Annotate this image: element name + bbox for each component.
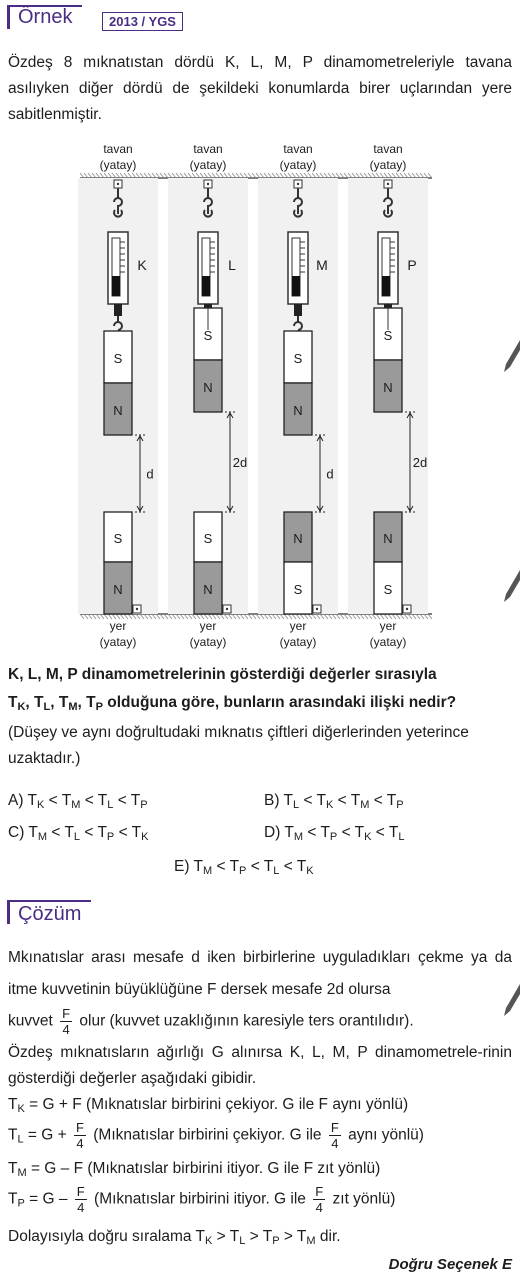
floor-sub-label: (yatay): [189, 635, 227, 649]
dynamometer-indicator: [202, 276, 210, 296]
ceiling-sub-label: (yatay): [369, 158, 407, 172]
pencil-icon: [502, 338, 520, 376]
equation-tk: $T_K = G + F$ (Mıknatıslar birbirini çekiyor. G ile F aynı yönlü): [8, 1096, 409, 1115]
dynamometer-rod: [294, 304, 302, 316]
example-header-bar: [7, 5, 10, 29]
option-d[interactable]: D) $T_M < T_P < T_K < T_L$: [264, 824, 405, 843]
fraction-f-over-4: $\frac{F}{4}$: [330, 1120, 339, 1151]
equation-tl: $T_L = G$ + $\frac{F}{4}$ (Mıknatıslar birbirini çekiyor. G ile $\frac{F}{4}$ aynı yönlü): [8, 1120, 424, 1151]
pole-label: S: [383, 582, 393, 597]
floor-mount-dot: [406, 608, 408, 610]
ceiling-label: tavan: [373, 142, 403, 156]
dynamometer-label: M: [316, 257, 328, 273]
gap-label: 2d: [412, 455, 428, 470]
pole-label: N: [203, 380, 213, 395]
solution-title: Çözüm: [18, 903, 82, 925]
dynamometer-indicator: [292, 276, 300, 296]
pole-label: N: [113, 403, 123, 418]
dynamometer-label: L: [228, 257, 236, 273]
gap-label: 2d: [232, 455, 248, 470]
pole-label: S: [113, 351, 123, 366]
gap-label: d: [146, 466, 154, 482]
solution-kuvvet-line: kuvvet $\frac{F}{4}$ olur (kuvvet uzaklığının karesiyle ters orantılıdır).: [8, 1006, 414, 1037]
fraction-f-over-4: $\frac{F}{4}$: [76, 1184, 85, 1215]
ceiling-label: tavan: [103, 142, 133, 156]
t-p: $T_P$: [86, 694, 103, 713]
pole-label: N: [203, 582, 213, 597]
fraction-f-over-4: $\frac{F}{4}$: [62, 1006, 71, 1037]
pole-label: S: [203, 328, 213, 343]
solution-paragraph-1: Mkınatıslar arası mesafe d iken birbirlerine uyguladıkları çekme ya da itme kuvvetinin büyüklüğüne F dersek mesafe 2d olursa: [8, 949, 512, 998]
floor-mount-dot: [226, 608, 228, 610]
question-note: (Düşey ve aynı doğrultudaki mıknatıs çiftleri diğerlerinden yeterince uzaktadır.): [8, 724, 469, 767]
dynamometer-indicator: [382, 276, 390, 296]
ceiling-label: tavan: [193, 142, 223, 156]
floor-label: yer: [199, 619, 217, 633]
solution-header-line: [7, 900, 91, 902]
fraction-f-over-4: $\frac{F}{4}$: [315, 1184, 324, 1215]
pole-label: S: [383, 328, 393, 343]
option-c[interactable]: C) $T_M < T_L < T_P < T_K$: [8, 824, 149, 843]
ceiling-sub-label: (yatay): [189, 158, 227, 172]
pole-label: S: [293, 582, 303, 597]
t-k: $T_K$: [8, 694, 26, 713]
pencil-icon: [502, 982, 520, 1020]
pole-label: S: [113, 531, 123, 546]
floor-sub-label: (yatay): [369, 635, 407, 649]
dynamometer-label: K: [137, 257, 147, 273]
pole-label: N: [293, 531, 303, 546]
equation-tm: $T_M = G - F$ (Mıknatıslar birbirini itiyor. G ile F zıt yönlü): [8, 1160, 381, 1179]
solution-paragraph-2: Özdeş mıknatısların ağırlığı G alınırsa K, L, M, P dinamometrele-rinin gösterdiği değerler aşağıdaki gibidir.: [8, 1044, 512, 1087]
pole-label: N: [383, 380, 393, 395]
pole-label: S: [203, 531, 213, 546]
option-a[interactable]: A) $T_K < T_M < T_L < T_P$: [8, 792, 148, 811]
pole-label: S: [293, 351, 303, 366]
t-l: $T_L$: [34, 694, 51, 713]
example-title: Örnek: [18, 6, 73, 28]
floor-label: yer: [109, 619, 127, 633]
floor-sub-label: (yatay): [99, 635, 137, 649]
mount-dot: [117, 183, 119, 185]
conclusion-line: Dolayısıyla doğru sıralama $T_K > T_L > T_P > T_M$ dir.: [8, 1228, 341, 1247]
floor-mount-dot: [136, 608, 138, 610]
floor-mount-dot: [316, 608, 318, 610]
dynamometer-rod: [114, 304, 122, 316]
ceiling-label: tavan: [283, 142, 313, 156]
pencil-icon: [502, 568, 520, 606]
floor-label: yer: [289, 619, 307, 633]
mount-dot: [387, 183, 389, 185]
equation-tp: $T_P = G$ – $\frac{F}{4}$ (Mıknatıslar birbirini itiyor. G ile $\frac{F}{4}$ zıt yönlü): [8, 1184, 396, 1215]
magnet-figure: [0, 138, 520, 658]
pole-label: N: [293, 403, 303, 418]
question-line-2: $T_K$, $T_L$, $T_M$, $T_P$ olduğuna göre, bunların arasındaki ilişki nedir?: [8, 694, 457, 713]
exam-tag: 2013 / YGS: [102, 12, 183, 31]
ceiling-sub-label: (yatay): [99, 158, 137, 172]
fraction-f-over-4: $\frac{F}{4}$: [76, 1120, 84, 1151]
correct-answer: Doğru Seçenek E: [388, 1256, 512, 1273]
t-m: $T_M$: [58, 694, 78, 713]
problem-text: Özdeş 8 mıknatıstan dördü K, L, M, P dinamometreleriyle tavana asılıyken diğer dördü de şekildeki konumlarda birer uçlarından yere sabitlenmiştir.: [8, 54, 512, 123]
option-b[interactable]: B) $T_L < T_K < T_M < T_P$: [264, 792, 404, 811]
mount-dot: [207, 183, 209, 185]
option-e[interactable]: E) $T_M < T_P < T_L < T_K$: [174, 858, 314, 877]
question-line-1: K, L, M, P dinamometrelerinin gösterdiği değerler sırasıyla: [8, 666, 437, 683]
dynamometer-label: P: [407, 257, 417, 273]
pole-label: N: [383, 531, 393, 546]
solution-header-bar: [7, 900, 10, 924]
pole-label: N: [113, 582, 123, 597]
floor-sub-label: (yatay): [279, 635, 317, 649]
dynamometer-indicator: [112, 276, 120, 296]
mount-dot: [297, 183, 299, 185]
ceiling-sub-label: (yatay): [279, 158, 317, 172]
gap-label: d: [326, 466, 334, 482]
floor-label: yer: [379, 619, 397, 633]
